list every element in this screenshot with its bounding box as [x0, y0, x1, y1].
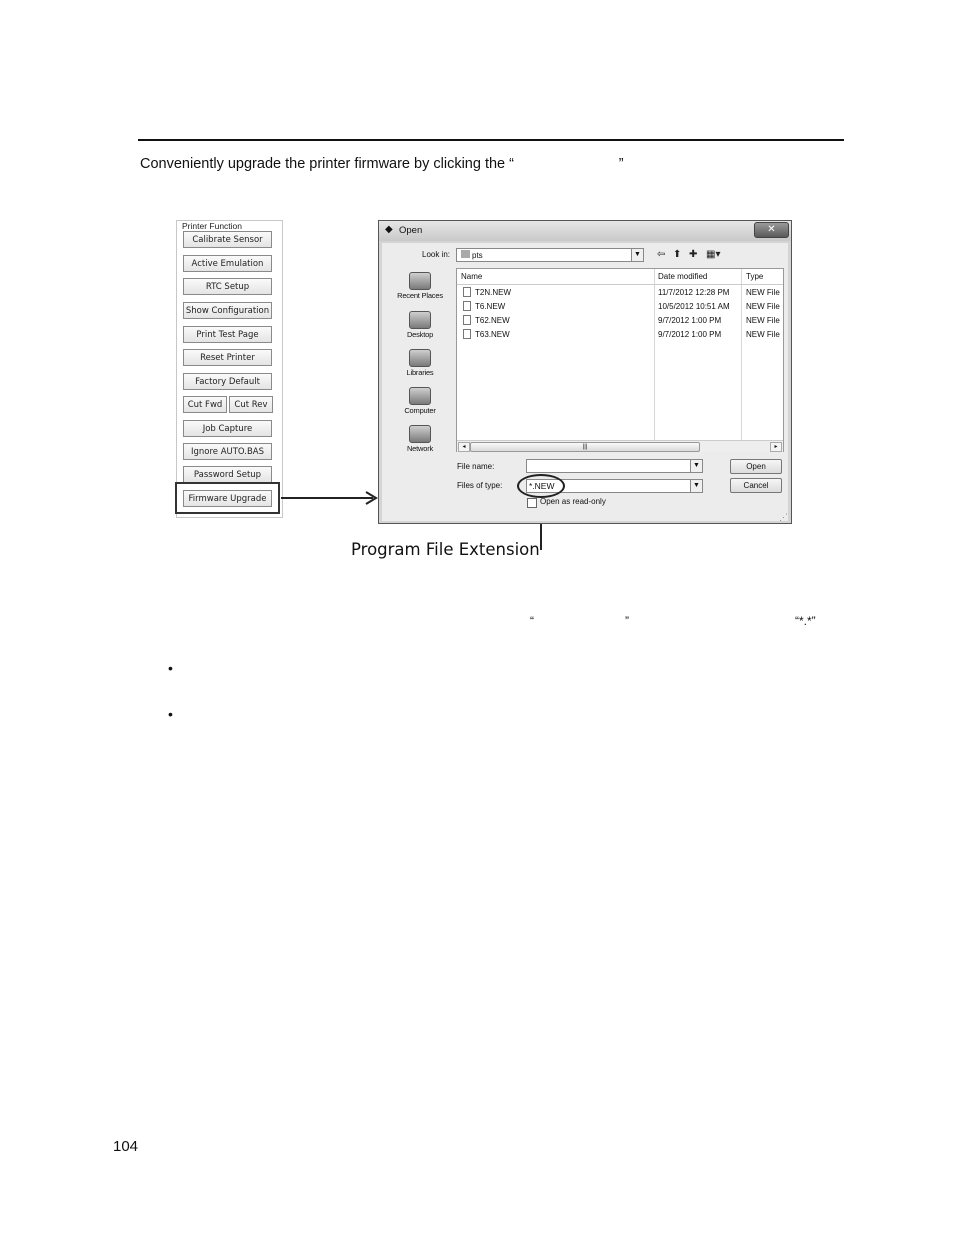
- look-in-combo[interactable]: [456, 248, 644, 262]
- file-name-input[interactable]: [526, 459, 703, 473]
- file-type: NEW File: [746, 288, 780, 297]
- file-row[interactable]: [457, 329, 783, 342]
- scroll-left-icon[interactable]: ◂: [458, 442, 470, 452]
- file-date: 11/7/2012 12:28 PM: [658, 288, 730, 297]
- dialog-app-icon: ◆: [385, 224, 393, 235]
- place-label: Recent Places: [397, 291, 443, 300]
- printer-function-button[interactable]: Reset Printer: [183, 349, 272, 366]
- printer-function-button[interactable]: Show Configuration: [183, 302, 272, 319]
- file-type: NEW File: [746, 316, 780, 325]
- scrollbar-thumb[interactable]: |||: [470, 442, 700, 452]
- places-bar: [390, 266, 452, 456]
- firmware-upgrade-button[interactable]: Firmware Upgrade: [183, 490, 272, 507]
- chevron-down-icon[interactable]: ▼: [690, 480, 702, 492]
- place-recent-places[interactable]: [390, 272, 450, 300]
- file-row[interactable]: [457, 287, 783, 300]
- file-name: T63.NEW: [475, 330, 510, 339]
- resize-grip-icon[interactable]: ⋰: [779, 512, 788, 522]
- printer-function-button[interactable]: Print Test Page: [183, 326, 272, 343]
- file-row[interactable]: [457, 301, 783, 314]
- wildcard-text: “*.*”: [795, 614, 816, 628]
- place-libraries[interactable]: [390, 349, 450, 377]
- place-label: Network: [406, 444, 434, 453]
- quote-close: ”: [625, 614, 629, 628]
- arrow-right-icon: [364, 490, 378, 506]
- place-desktop[interactable]: [390, 311, 450, 339]
- header-divider: [457, 284, 783, 285]
- place-label: Desktop: [406, 330, 434, 339]
- printer-function-button[interactable]: Factory Default: [183, 373, 272, 390]
- file-row[interactable]: [457, 315, 783, 328]
- file-icon: [463, 301, 471, 311]
- bullet-point: •: [168, 660, 173, 676]
- libraries-icon: [409, 349, 431, 367]
- printer-function-legend: Printer Function: [182, 221, 242, 231]
- place-label: Computer: [404, 406, 436, 415]
- place-computer[interactable]: [390, 387, 450, 415]
- place-network[interactable]: [390, 425, 450, 453]
- file-name: T6.NEW: [475, 302, 506, 311]
- cancel-button[interactable]: Cancel: [730, 478, 782, 493]
- view-menu-icon[interactable]: ▦▾: [706, 249, 721, 260]
- file-type: NEW File: [746, 330, 780, 339]
- horizontal-scrollbar[interactable]: [457, 440, 783, 452]
- file-name: T62.NEW: [475, 316, 510, 325]
- quote-open: “: [530, 614, 534, 628]
- dialog-title: Open: [399, 225, 423, 236]
- cut-fwd-button[interactable]: Cut Fwd: [183, 396, 227, 413]
- file-icon: [463, 287, 471, 297]
- recent-places-icon: [409, 272, 431, 290]
- printer-function-button[interactable]: RTC Setup: [183, 278, 272, 295]
- place-label: Libraries: [406, 368, 434, 377]
- page-number: 104: [113, 1138, 139, 1155]
- look-in-label: Look in:: [422, 250, 451, 259]
- file-type: NEW File: [746, 302, 780, 311]
- firmware-upgrade-highlight: [175, 482, 280, 514]
- network-icon: [409, 425, 431, 443]
- computer-icon: [409, 387, 431, 405]
- read-only-label: Open as read-only: [540, 497, 606, 506]
- dialog-titlebar[interactable]: [379, 221, 791, 241]
- caption-program-file-extension: Program File Extension: [351, 540, 540, 559]
- printer-function-button[interactable]: Job Capture: [183, 420, 272, 437]
- file-date: 9/7/2012 1:00 PM: [658, 330, 722, 339]
- pointer-arrow-line: [281, 497, 373, 499]
- file-list[interactable]: [456, 268, 784, 452]
- bullet-point: •: [168, 706, 173, 722]
- file-name-label: File name:: [457, 462, 495, 471]
- column-header-type[interactable]: Type: [746, 272, 764, 281]
- files-of-type-label: Files of type:: [457, 481, 503, 490]
- column-header-date[interactable]: Date modified: [658, 272, 708, 281]
- close-button[interactable]: ✕: [754, 222, 789, 238]
- file-icon: [463, 315, 471, 325]
- column-header-name[interactable]: Name: [461, 272, 483, 281]
- printer-function-button[interactable]: Ignore AUTO.BAS: [183, 443, 272, 460]
- up-folder-icon[interactable]: ⬆: [673, 249, 682, 260]
- file-icon: [463, 329, 471, 339]
- cut-rev-button[interactable]: Cut Rev: [229, 396, 273, 413]
- files-of-type-value: *.NEW: [529, 481, 555, 491]
- back-icon[interactable]: ⇦: [657, 249, 666, 260]
- chevron-down-icon[interactable]: ▼: [690, 460, 702, 472]
- folder-icon: [461, 250, 470, 258]
- look-in-value: pts: [472, 251, 483, 260]
- desktop-icon: [409, 311, 431, 329]
- chevron-down-icon[interactable]: ▼: [631, 249, 643, 261]
- scroll-right-icon[interactable]: ▸: [770, 442, 782, 452]
- printer-function-button[interactable]: Active Emulation: [183, 255, 272, 272]
- printer-function-button[interactable]: Password Setup: [183, 466, 272, 483]
- intro-paragraph: Conveniently upgrade the printer firmware by clicking the “ ”: [140, 156, 624, 172]
- new-folder-icon[interactable]: ✚: [689, 249, 698, 260]
- printer-function-button[interactable]: Calibrate Sensor: [183, 231, 272, 248]
- header-rule: [138, 139, 844, 141]
- open-button[interactable]: Open: [730, 459, 782, 474]
- file-date: 9/7/2012 1:00 PM: [658, 316, 722, 325]
- extension-highlight-ellipse: [517, 474, 565, 498]
- file-name: T2N.NEW: [475, 288, 511, 297]
- file-date: 10/5/2012 10:51 AM: [658, 302, 730, 311]
- read-only-checkbox[interactable]: [527, 498, 537, 508]
